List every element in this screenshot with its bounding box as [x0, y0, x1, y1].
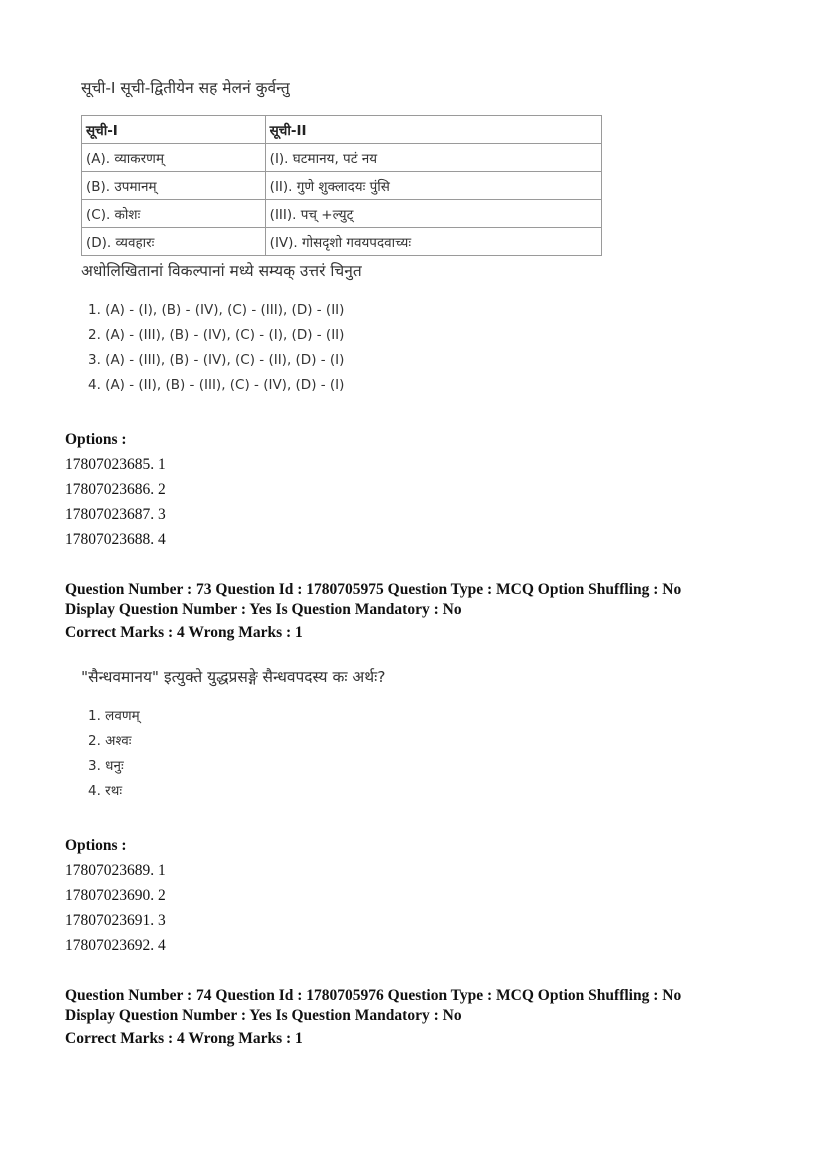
question-meta-line: Question Number : 74 Question Id : 1780705976 Question Type : MCQ Option Shuffling : No: [65, 987, 682, 1004]
question-marks-line: Correct Marks : 4 Wrong Marks : 1: [65, 1030, 303, 1047]
option-id-row: 17807023691. 3: [65, 912, 166, 929]
option-id-row: 17807023686. 2: [65, 481, 166, 498]
list-item: 4. रथः: [88, 783, 123, 799]
option-id-row: 17807023688. 4: [65, 531, 166, 548]
match-table: [81, 115, 602, 256]
options-section: [65, 428, 166, 552]
question-text: "सैन्धवमानय" इत्युक्ते युद्धप्रसङ्गे सैन्धवपदस्य कः अर्थः?: [81, 668, 386, 686]
options-label: Options :: [65, 431, 127, 448]
table-cell: (III). पच् +ल्युट्: [265, 200, 601, 228]
options-section: [65, 834, 166, 958]
table-cell: (B). उपमानम्: [82, 172, 266, 200]
options-label: Options :: [65, 837, 127, 854]
list-item: 3. धनुः: [88, 758, 124, 774]
list-item: 4. (A) - (II), (B) - (III), (C) - (IV), (D) - (I): [88, 377, 345, 393]
table-row: [82, 172, 602, 200]
list-1-header: सूची-I: [82, 116, 266, 144]
question-meta: [65, 986, 681, 1049]
table-row: [82, 144, 602, 172]
table-row: [82, 228, 602, 256]
table-cell: (A). व्याकरणम्: [82, 144, 266, 172]
question-meta-line: Question Number : 73 Question Id : 1780705975 Question Type : MCQ Option Shuffling : No: [65, 581, 682, 598]
match-instruction: सूची-I सूची-द्वितीयेन सह मेलनं कुर्वन्तु: [81, 79, 290, 97]
table-cell: (D). व्यवहारः: [82, 228, 266, 256]
list-item: 3. (A) - (III), (B) - (IV), (C) - (II), (D) - (I): [88, 352, 345, 368]
table-cell: (C). कोशः: [82, 200, 266, 228]
option-id-row: 17807023687. 3: [65, 506, 166, 523]
table-row: [82, 200, 602, 228]
list-item: 2. अश्वः: [88, 733, 132, 749]
choice-list: [88, 704, 140, 804]
question-meta-line: Display Question Number : Yes Is Question Mandatory : No: [65, 601, 462, 618]
option-id-row: 17807023689. 1: [65, 862, 166, 879]
list-2-header: सूची-II: [265, 116, 601, 144]
question-marks-line: Correct Marks : 4 Wrong Marks : 1: [65, 624, 303, 641]
match-table-header: [82, 116, 602, 144]
option-id-row: 17807023685. 1: [65, 456, 166, 473]
choice-list: [88, 298, 344, 398]
question-meta-line: Display Question Number : Yes Is Question Mandatory : No: [65, 1007, 462, 1024]
list-item: 1. (A) - (I), (B) - (IV), (C) - (III), (D) - (II): [88, 302, 345, 318]
answer-prompt: अधोलिखितानां विकल्पानां मध्ये सम्यक् उत्तरं चिनुत: [81, 262, 362, 280]
list-item: 2. (A) - (III), (B) - (IV), (C) - (I), (D) - (II): [88, 327, 345, 343]
question-meta: [65, 580, 681, 643]
option-id-row: 17807023690. 2: [65, 887, 166, 904]
table-cell: (I). घटमानय, पटं नय: [265, 144, 601, 172]
list-item: 1. लवणम्: [88, 708, 140, 724]
table-cell: (II). गुणे शुक्लादयः पुंसि: [265, 172, 601, 200]
table-cell: (IV). गोसदृशो गवयपदवाच्यः: [265, 228, 601, 256]
option-id-row: 17807023692. 4: [65, 937, 166, 954]
